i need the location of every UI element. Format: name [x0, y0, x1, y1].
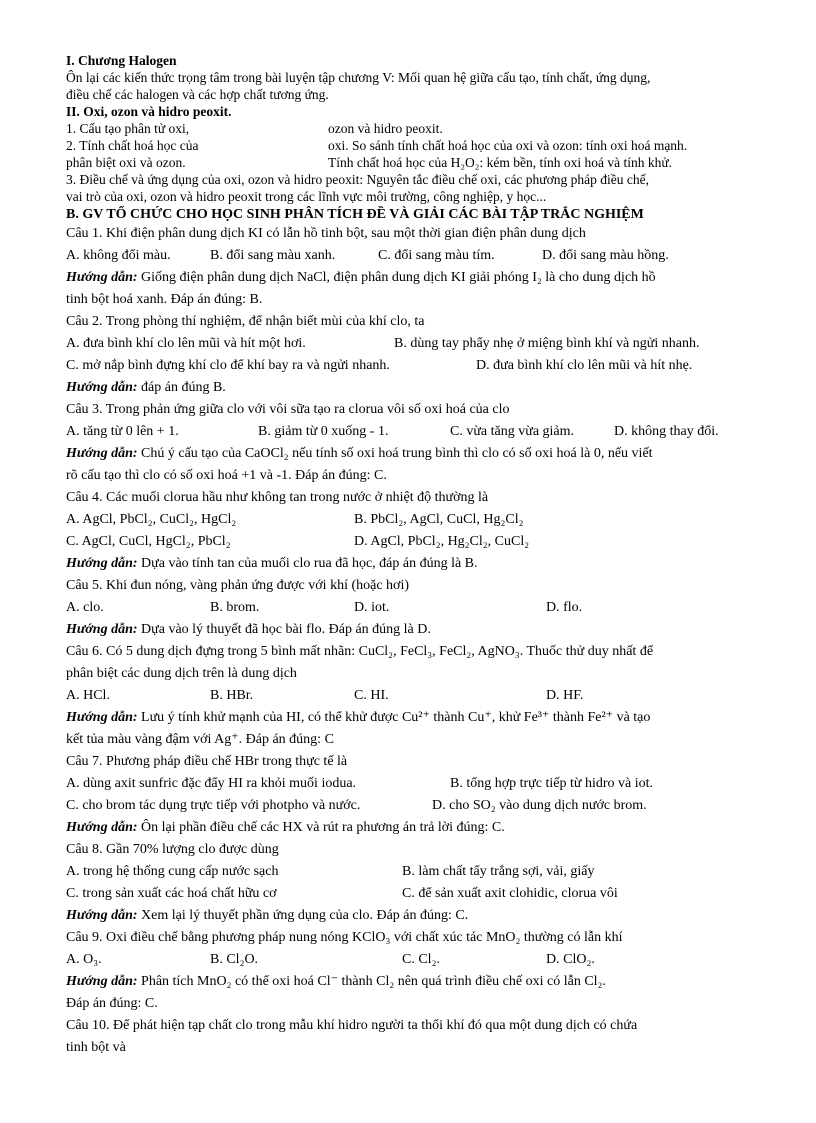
q3-option-d: D. không thay đổi. [614, 424, 719, 439]
q6-guide-line-1: Hướng dẫn: Lưu ý tính khử mạnh của HI, có thể khử được Cu²⁺ thành Cu⁺, khử Fe³⁺ thành Fe²⁺ và tạo [66, 710, 651, 725]
question-2-options-ab [66, 333, 768, 355]
q3-option-b: B. giảm từ 0 xuống - 1. [258, 424, 389, 439]
question-1-options [66, 245, 768, 267]
section-2-item-1 [66, 120, 768, 137]
question-4: Câu 4. Các muối clorua hầu như không tan trong nước ở nhiệt độ thường là [66, 490, 489, 505]
q5-guide: Hướng dẫn: Dựa vào lý thuyết đã học bài flo. Đáp án đúng là D. [66, 622, 431, 637]
item-1-right: ozon và hidro peoxit. [328, 121, 443, 136]
question-7: Câu 7. Phương pháp điều chế HBr trong thực tế là [66, 754, 348, 769]
guide-label: Hướng dẫn: [66, 446, 138, 461]
section-2-item-2 [66, 137, 768, 154]
q3-guide-line-1: Hướng dẫn: Chú ý cấu tạo của CaOCl₂ nếu tính số oxi hoá trung bình thì clo có số oxi hoá là 0, nếu viết [66, 446, 653, 461]
q8-option-b: B. làm chất tẩy trắng sợi, vải, giấy [402, 864, 595, 879]
question-4-options-ab [66, 509, 768, 531]
q9-option-b: B. Cl₂O. [210, 952, 259, 967]
q2-option-d: D. đưa bình khí clo lên mũi và hít nhẹ. [476, 358, 693, 373]
q3-option-a: A. tăng từ 0 lên + 1. [66, 424, 179, 439]
section-1-line-1: Ôn lại các kiến thức trọng tâm trong bài luyện tập chương V: Mối quan hệ giữa cấu tạo, tính chất, ứng dụng, [66, 70, 651, 85]
q7-option-c: C. cho brom tác dụng trực tiếp với photpho và nước. [66, 798, 361, 813]
q8-guide: Hướng dẫn: Xem lại lý thuyết phần ứng dụng của clo. Đáp án đúng: C. [66, 908, 469, 923]
guide-label: Hướng dẫn: [66, 974, 138, 989]
q9-option-a: A. O₃. [66, 952, 102, 967]
question-4-options-cd [66, 531, 768, 553]
item-2b-left: phân biệt oxi và ozon. [66, 155, 186, 170]
q6-guide-line-2: kết tủa màu vàng đậm với Ag⁺. Đáp án đúng: C [66, 732, 334, 747]
guide-label: Hướng dẫn: [66, 380, 138, 395]
q5-option-c: D. iot. [354, 600, 390, 615]
guide-label: Hướng dẫn: [66, 556, 138, 571]
q5-option-a: A. clo. [66, 600, 104, 615]
q7-option-d: D. cho SO₂ vào dung dịch nước brom. [432, 798, 647, 813]
q4-option-c: C. AgCl, CuCl, HgCl₂, PbCl₂ [66, 534, 231, 549]
q1-option-d: D. đổi sang màu hồng. [542, 248, 669, 263]
question-2: Câu 2. Trong phòng thí nghiệm, để nhận biết mùi của khí clo, ta [66, 314, 425, 329]
question-7-options-cd [66, 795, 768, 817]
q2-option-a: A. đưa bình khí clo lên mũi và hít một hơi. [66, 336, 306, 351]
question-6-line-2: phân biệt các dung dịch trên là dung dịch [66, 666, 297, 681]
question-6-line-1: Câu 6. Có 5 dung dịch đựng trong 5 bình mất nhãn: CuCl₂, FeCl₃, FeCl₂, AgNO₃. Thuốc thử duy nhất để [66, 644, 654, 659]
q6-option-d: D. HF. [546, 688, 584, 703]
q7-guide: Hướng dẫn: Ôn lại phần điều chế các HX và rút ra phương án trả lời đúng: C. [66, 820, 505, 835]
q1-guide-line-1: Hướng dẫn: Giống điện phân dung dịch NaCl, điện phân dung dịch KI giải phóng I₂ là cho dung dịch hồ [66, 270, 656, 285]
q2-option-c: C. mở nắp bình đựng khí clo để khí bay ra và ngửi nhanh. [66, 358, 390, 373]
q1-guide-line-2: tinh bột hoá xanh. Đáp án đúng: B. [66, 292, 263, 307]
question-10-line-1: Câu 10. Để phát hiện tạp chất clo trong mẫu khí hidro người ta thổi khí đó qua một dung dịch có chứa [66, 1018, 638, 1033]
guide-label: Hướng dẫn: [66, 270, 138, 285]
question-9-options [66, 949, 768, 971]
guide-label: Hướng dẫn: [66, 710, 138, 725]
item-2b-right: Tính chất hoá học của H₂O₂: kém bền, tính oxi hoá và tính khử. [328, 155, 673, 170]
item-2-right: oxi. So sánh tính chất hoá học của oxi và ozon: tính oxi hoá mạnh. [328, 138, 688, 153]
q3-option-c: C. vừa tăng vừa giảm. [450, 424, 575, 439]
q6-option-b: B. HBr. [210, 688, 254, 703]
q7-option-b: B. tổng hợp trực tiếp từ hidro và iot. [450, 776, 653, 791]
question-5-options [66, 597, 768, 619]
question-8-options-ab [66, 861, 768, 883]
guide-label: Hướng dẫn: [66, 908, 138, 923]
section-1-heading: I. Chương Halogen [66, 53, 177, 68]
q2-option-b: B. dùng tay phẩy nhẹ ở miệng bình khí và ngửi nhanh. [394, 336, 700, 351]
question-8: Câu 8. Gần 70% lượng clo được dùng [66, 842, 279, 857]
q9-option-d: D. ClO₂. [546, 952, 595, 967]
section-2-item-3-line-2: vai trò của oxi, ozon và hidro peoxit trong các lĩnh vực môi trường, công nghiệp, y học... [66, 189, 547, 204]
q9-option-c: C. Cl₂. [402, 952, 440, 967]
guide-label: Hướng dẫn: [66, 622, 138, 637]
section-b-heading: B. GV TỔ CHỨC CHO HỌC SINH PHÂN TÍCH ĐỀ VÀ GIẢI CÁC BÀI TẬP TRẮC NGHIỆM [66, 207, 644, 222]
q4-guide: Hướng dẫn: Dựa vào tính tan của muối clo rua đã học, đáp án đúng là B. [66, 556, 478, 571]
q8-option-d: C. để sản xuất axit clohidic, clorua vôi [402, 886, 618, 901]
question-7-options-ab [66, 773, 768, 795]
question-10-line-2: tinh bột và [66, 1040, 126, 1055]
q7-option-a: A. dùng axit sunfric đặc đẩy HI ra khỏi muối iodua. [66, 776, 357, 791]
question-2-options-cd [66, 355, 768, 377]
q9-guide-line-2: Đáp án đúng: C. [66, 996, 158, 1011]
section-2-heading: II. Oxi, ozon và hidro peoxit. [66, 104, 232, 119]
q5-option-b: B. brom. [210, 600, 260, 615]
q4-option-a: A. AgCl, PbCl₂, CuCl₂, HgCl₂ [66, 512, 237, 527]
section-2-item-2b [66, 154, 768, 171]
q1-option-b: B. đổi sang màu xanh. [210, 248, 336, 263]
q3-guide-line-2: rõ cấu tạo thì clo có số oxi hoá +1 và -1. Đáp án đúng: C. [66, 468, 387, 483]
q8-option-a: A. trong hệ thống cung cấp nước sạch [66, 864, 279, 879]
q4-option-b: B. PbCl₂, AgCl, CuCl, Hg₂Cl₂ [354, 512, 524, 527]
q4-option-d: D. AgCl, PbCl₂, Hg₂Cl₂, CuCl₂ [354, 534, 530, 549]
q6-option-c: C. HI. [354, 688, 389, 703]
item-2-left: 2. Tính chất hoá học của [66, 138, 199, 153]
q1-option-c: C. đổi sang màu tím. [378, 248, 495, 263]
guide-label: Hướng dẫn: [66, 820, 138, 835]
question-9: Câu 9. Oxi điều chế bằng phương pháp nung nóng KClO₃ với chất xúc tác MnO₂ thường có lẫn khí [66, 930, 623, 945]
question-8-options-cd [66, 883, 768, 905]
question-3-options [66, 421, 768, 443]
question-6-options [66, 685, 768, 707]
question-5: Câu 5. Khi đun nóng, vàng phản ứng được với khí (hoặc hơi) [66, 578, 409, 593]
q6-option-a: A. HCl. [66, 688, 110, 703]
section-1-line-2: điều chế các halogen và các hợp chất tương ứng. [66, 87, 329, 102]
q2-guide: Hướng dẫn: đáp án đúng B. [66, 380, 226, 395]
question-1: Câu 1. Khi điện phân dung dịch KI có lẫn hồ tinh bột, sau một thời gian điện phân dung dịch [66, 226, 586, 241]
question-3: Câu 3. Trong phản ứng giữa clo với vôi sữa tạo ra clorua vôi số oxi hoá của clo [66, 402, 510, 417]
item-1-left: 1. Cấu tạo phân tử oxi, [66, 121, 190, 136]
section-2-item-3-line-1: 3. Điều chế và ứng dụng của oxi, ozon và hidro peoxit: Nguyên tắc điều chế oxi, các phương pháp điều chế, [66, 172, 649, 187]
q9-guide-line-1: Hướng dẫn: Phân tích MnO₂ có thể oxi hoá Cl⁻ thành Cl₂ nên quá trình điều chế oxi có lẫn Cl₂. [66, 974, 606, 989]
q8-option-c: C. trong sản xuất các hoá chất hữu cơ [66, 886, 277, 901]
q1-option-a: A. không đổi màu. [66, 248, 171, 263]
q5-option-d: D. flo. [546, 600, 583, 615]
